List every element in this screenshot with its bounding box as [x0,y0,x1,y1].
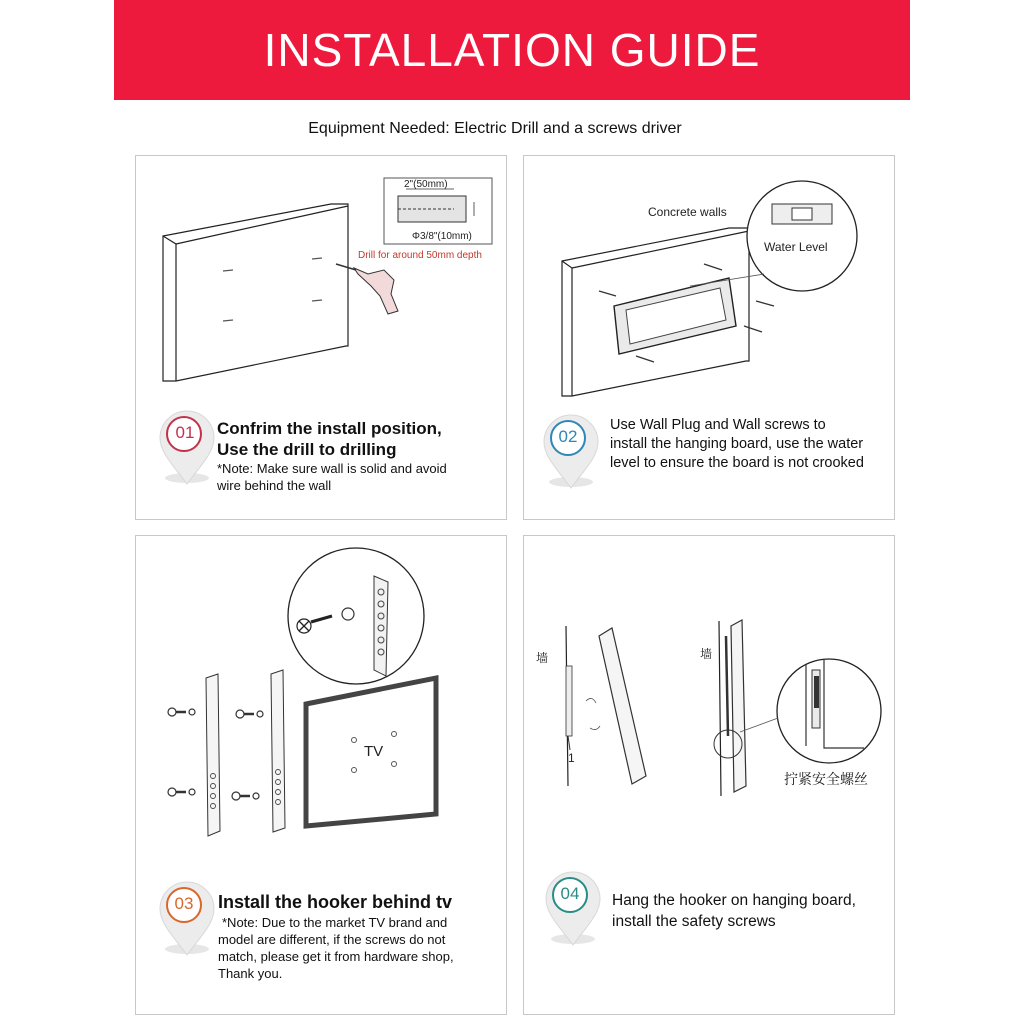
step-number: 01 [175,423,195,442]
wall-label-left: 墙 [536,651,549,665]
step-note-line: *Note: Due to the market TV brand and [222,915,448,930]
step-number: 03 [174,894,194,913]
step-panel-04 [523,535,895,1015]
step-body-line: install the hanging board, use the water [610,436,864,452]
step-body-line: Use Wall Plug and Wall screws to [610,417,826,433]
water-level-label: Water Level [764,240,828,254]
diameter-label: Φ3/8"(10mm) [412,231,472,242]
step-body-line: Hang the hooker on hanging board, [612,892,856,909]
step-marker-01-icon [154,408,220,488]
tv-label: TV [364,743,384,760]
step-title: Install the hooker behind tv [218,892,453,912]
step-panel-03 [135,535,507,1015]
dimension-label: 2"(50mm) [404,179,448,190]
equipment-needed: Equipment Needed: Electric Drill and a screws driver [308,120,682,137]
step-body-line: install the safety screws [612,913,776,930]
safety-screw-icon [814,676,819,708]
step-title-line: Use the drill to drilling [217,440,397,459]
marker-label: 1 [568,751,575,765]
step-note-line: Thank you. [218,966,283,981]
step-title-line: Confrim the install position, [217,419,442,438]
header-banner [114,0,910,100]
step-marker-02-icon [538,412,604,492]
safety-label: 拧紧安全螺丝 [784,771,868,787]
step-marker-04-icon [540,869,606,949]
step-note-line: match, please get it from hardware shop, [218,949,454,964]
page-title: INSTALLATION GUIDE [263,24,761,76]
concrete-label: Concrete walls [648,205,727,219]
drill-icon [336,264,398,314]
step-body-line: level to ensure the board is not crooked [610,455,864,471]
step-number: 02 [558,427,578,446]
wall-label-right: 墙 [700,647,713,661]
step-marker-03-icon [154,879,220,959]
step-panel-02 [523,155,895,520]
step-note-line: wire behind the wall [217,478,332,493]
step-number: 04 [560,884,580,903]
drill-depth-label: Drill for around 50mm depth [358,250,482,261]
step-note-line: model are different, if the screws do not [218,932,446,947]
step-note-line: *Note: Make sure wall is solid and avoid [217,461,447,476]
step-panel-01 [135,155,507,520]
